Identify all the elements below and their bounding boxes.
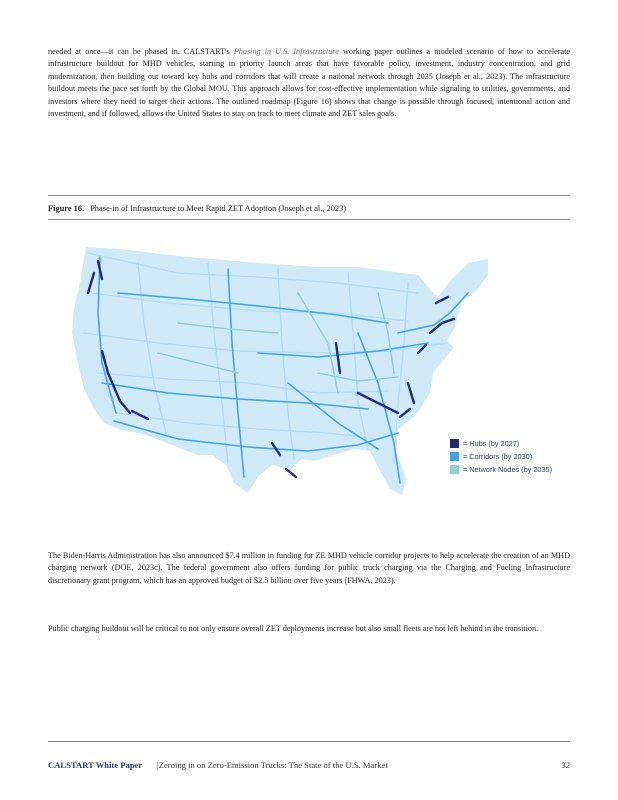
legend-nodes (450, 463, 552, 476)
caption-bottom-rule (48, 219, 570, 220)
intro-text-end: working paper outlines a modeled scenario of how to accelerate infrastructure buildout for MHD vehicles, starting in priority launch areas that have favorable policy, investment, industry concentration, and grid modernization, then building out toward key hubs and corridors that will create a national network through 2035 (Joseph et al., 2023). The infrastructure buildout meets the pace set forth by the Global MOU. This approach allows for cost-effective implementation while signaling to utilities, governments, and investors where they need to target their actions. The outlined roadmap (Figure 16) shows that change is possible through focused, intentional action and investment, and if followed, allows the United States to stay on track to meet climate and ZET sales goals. (48, 47, 570, 119)
caption-top-rule (48, 195, 570, 196)
us-land-shape (72, 247, 488, 495)
footer-brand: CALSTART White Paper (48, 760, 143, 770)
working-paper-title: Phasing in U.S. Infrastructure (233, 47, 339, 56)
legend-nodes-swatch (450, 465, 459, 474)
legend-hubs-swatch (450, 439, 459, 448)
figure-label: Figure 16. (48, 204, 85, 213)
intro-paragraph (48, 46, 570, 120)
map-svg (58, 233, 558, 533)
footer-rule (48, 741, 570, 742)
small-fleets-paragraph: Public charging buildout will be critical to not only ensure overall ZET deployments increase but also small fleets are not left behind in the transition. (48, 624, 539, 633)
figure-caption-text: Phase-in of Infrastructure to Meet Rapid ZET Adoption (Joseph et al., 2023) (90, 204, 347, 213)
map-legend (450, 437, 552, 476)
legend-corridors-label: = Corridors (by 2030) (463, 452, 533, 461)
legend-corridors (450, 450, 552, 463)
map-hub-5 (286, 469, 296, 477)
footer-title: |Zeroing in on Zero-Emission Trucks: The State of the U.S. Market (157, 760, 388, 770)
us-infrastructure-map (58, 233, 558, 533)
funding-paragraph: The Biden-Harris Administration has also announced $7.4 million in funding for ZE MHD vehicle corridor projects to help accelerate the creation of an MHD charging network (DOE, 2023c). The federal government also offers funding for public truck charging via the Charging and Fueling Infrastructure discretionary grant program, which has an approved budget of $2.5 billion over five years (FHWA, 2023). (48, 551, 570, 585)
legend-corridors-swatch (450, 452, 459, 461)
intro-text-start: needed at once—it can be phased in. CALSTART's (48, 47, 234, 56)
legend-hubs (450, 437, 552, 450)
figure-caption (48, 204, 346, 213)
legend-hubs-label: = Hubs (by 2027) (463, 439, 520, 448)
legend-nodes-label: = Network Nodes (by 2035) (463, 465, 553, 474)
page-number: 32 (561, 760, 570, 770)
